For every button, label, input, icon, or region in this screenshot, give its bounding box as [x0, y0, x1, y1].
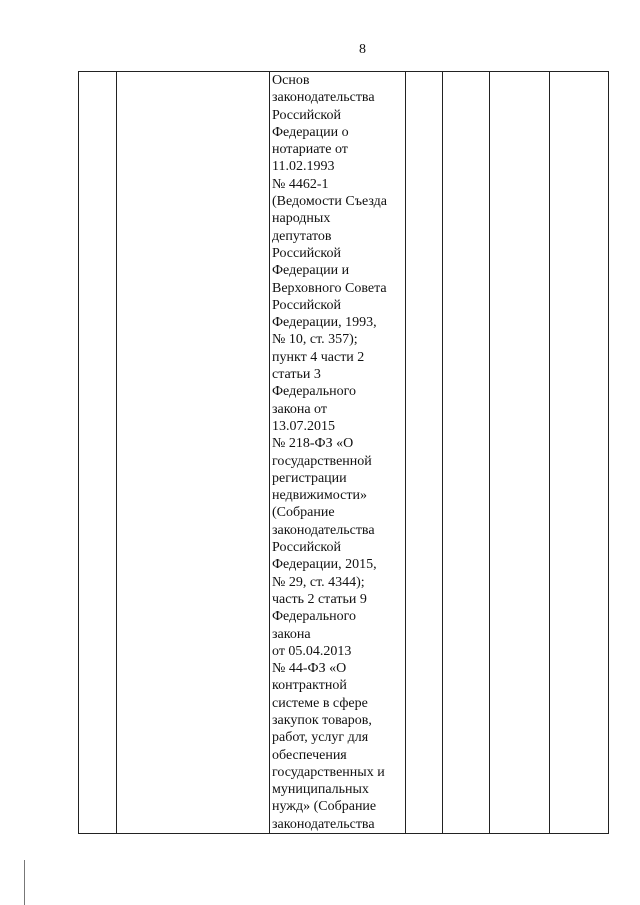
- column-divider: [116, 72, 117, 833]
- column-divider: [489, 72, 490, 833]
- scan-edge-line: [24, 860, 25, 905]
- column-divider: [549, 72, 550, 833]
- column-divider: [442, 72, 443, 833]
- column-divider: [269, 72, 270, 833]
- document-table: [78, 71, 609, 834]
- table-cell-legal-basis: Основ законодательства Российской Федерации о нотариате от 11.02.1993 № 4462-1 (Ведомости Съезда народных депутатов Российской Федерации и Верховного Совета Российской Федерации, 1993, № 10, ст. 357); пункт 4 части 2 статьи 3 Федерального закона от 13.07.2015 № 218-ФЗ «О государственной регистрации недвижимости» (Собрание законодательства Российской Федерации, 2015, № 29, ст. 4344); часть 2 статьи 9 Федерального закона от 05.04.2013 № 44-ФЗ «О контрактной системе в сфере закупок товаров, работ, услуг для обеспечения государственных и муниципальных нужд» (Собрание законодательства: [272, 73, 387, 832]
- page-number: 8: [359, 42, 366, 57]
